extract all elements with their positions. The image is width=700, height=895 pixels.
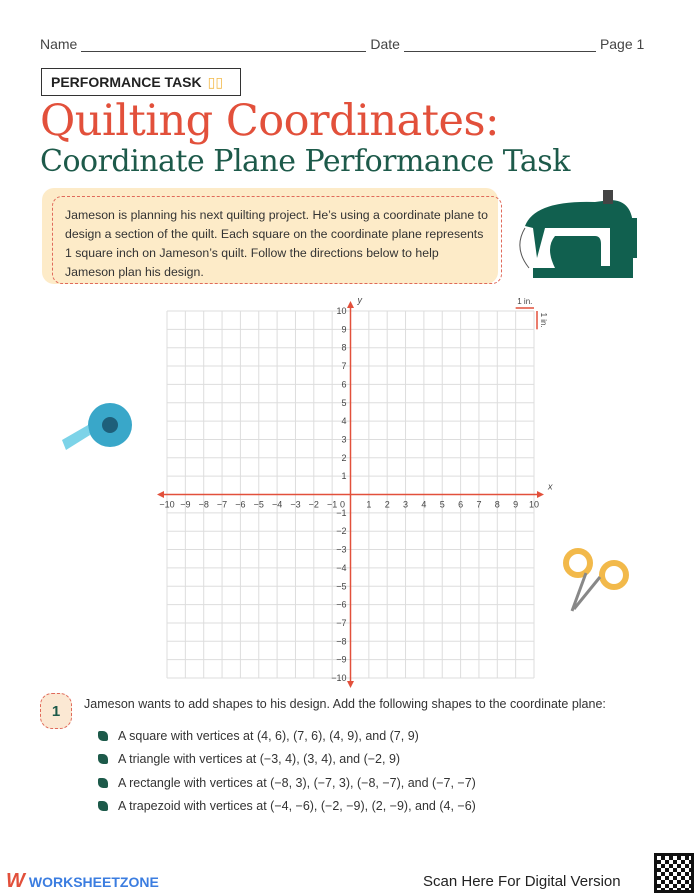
scissors-icon (560, 545, 640, 615)
shape-list (98, 724, 476, 818)
y-tick-label: 6 (341, 379, 347, 390)
y-tick-label: −6 (336, 599, 347, 610)
sewing-machine-icon (515, 188, 645, 288)
bullet-icon (98, 801, 108, 811)
logo-mark-icon: W (6, 870, 25, 892)
x-axis-arrow-right (537, 491, 544, 498)
date-label: Date (370, 36, 400, 52)
x-tick-label: −10 (159, 499, 175, 510)
list-item (98, 795, 476, 819)
y-tick-label: 8 (341, 342, 347, 353)
page-subtitle: Coordinate Plane Performance Task (40, 144, 570, 179)
x-tick-label: 0 (339, 499, 346, 510)
x-tick-label: 8 (494, 499, 500, 510)
y-tick-label: −2 (336, 526, 347, 537)
x-tick-label: −6 (235, 499, 246, 510)
page-label: Page 1 (599, 36, 645, 52)
bullet-icon (98, 778, 108, 788)
bullet-icon (98, 754, 108, 764)
y-tick-label: −4 (336, 562, 347, 573)
y-axis-label: y (357, 295, 362, 305)
scale-label-x: 1 in. (517, 297, 533, 306)
x-tick-label: −7 (216, 499, 228, 510)
x-tick-label: 5 (439, 499, 445, 510)
y-tick-label: −5 (336, 581, 347, 592)
x-tick-label: −1 (327, 499, 338, 510)
x-tick-label: 10 (528, 499, 540, 510)
x-tick-label: 7 (476, 499, 482, 510)
worksheetzone-logo[interactable] (6, 870, 159, 893)
x-tick-label: −2 (308, 499, 319, 510)
x-tick-label: −9 (180, 499, 191, 510)
y-tick-label: 4 (341, 416, 347, 427)
y-tick-label: 1 (341, 471, 347, 482)
y-axis-arrow-up (347, 301, 354, 308)
y-tick-label: −1 (336, 507, 347, 518)
x-tick-label: 9 (513, 499, 519, 510)
date-field[interactable] (404, 40, 596, 52)
y-tick-label: 5 (341, 397, 347, 408)
x-tick-label: −4 (271, 499, 283, 510)
x-tick-label: −8 (198, 499, 209, 510)
question-number-badge: 1 (40, 693, 72, 729)
y-tick-label: 7 (341, 361, 347, 372)
x-axis-arrow-left (157, 491, 164, 498)
y-axis-arrow-down (347, 681, 354, 688)
x-tick-label: 1 (366, 499, 372, 510)
question-text: Jameson wants to add shapes to his design. Add the following shapes to the coordinate plane: (84, 697, 606, 711)
x-tick-label: −5 (253, 499, 264, 510)
measuring-tape-icon (58, 395, 138, 455)
y-tick-label: −3 (336, 544, 347, 555)
x-tick-label: 2 (384, 499, 390, 510)
scan-text: Scan Here For Digital Version (423, 873, 621, 890)
y-tick-label: −8 (336, 636, 347, 647)
y-tick-label: 10 (336, 306, 347, 316)
name-field[interactable] (81, 40, 366, 52)
list-item (98, 771, 476, 795)
y-tick-label: 9 (341, 324, 347, 335)
x-tick-label: −3 (290, 499, 301, 510)
x-tick-label: 4 (421, 499, 427, 510)
intro-text: Jameson is planning his next quilting project. He’s using a coordinate plane to design a section of the quilt. Each square on the coordinate plane represents 1 square inch on Jameson’s quilt. Follow the directions below to help Jameson plan his design. (52, 196, 502, 284)
list-item (98, 724, 476, 748)
name-label: Name (40, 36, 78, 52)
tag-label: PERFORMANCE TASK (51, 74, 202, 90)
x-axis-label: x (548, 481, 553, 492)
page-title: Quilting Coordinates: (40, 96, 499, 146)
name-date-header (40, 36, 655, 52)
y-tick-label: −7 (336, 617, 347, 628)
coordinate-plane[interactable] (150, 292, 560, 690)
performance-task-tag (41, 68, 241, 96)
y-tick-label: −10 (331, 673, 347, 683)
x-tick-label: 3 (403, 499, 409, 510)
item-text: A square with vertices at (4, 6), (7, 6), (4, 9), and (7, 9) (118, 728, 419, 743)
y-tick-label: 2 (341, 452, 347, 463)
y-tick-label: −9 (336, 654, 347, 665)
item-text: A rectangle with vertices at (−8, 3), (−7, 3), (−8, −7), and (−7, −7) (118, 775, 476, 790)
qr-code-icon[interactable] (654, 853, 694, 893)
y-tick-label: 3 (341, 434, 347, 445)
item-text: A triangle with vertices at (−3, 4), (3, 4), and (−2, 9) (118, 752, 401, 767)
bullet-icon (98, 731, 108, 741)
logo-text: WORKSHEETZONE (28, 873, 159, 890)
scale-label-y: 1 in. (539, 312, 548, 328)
item-text: A trapezoid with vertices at (−4, −6), (−2, −9), (2, −9), and (4, −6) (118, 799, 476, 814)
list-item (98, 748, 476, 772)
map-icon: ▯▯ (207, 74, 224, 90)
x-tick-label: 6 (458, 499, 464, 510)
